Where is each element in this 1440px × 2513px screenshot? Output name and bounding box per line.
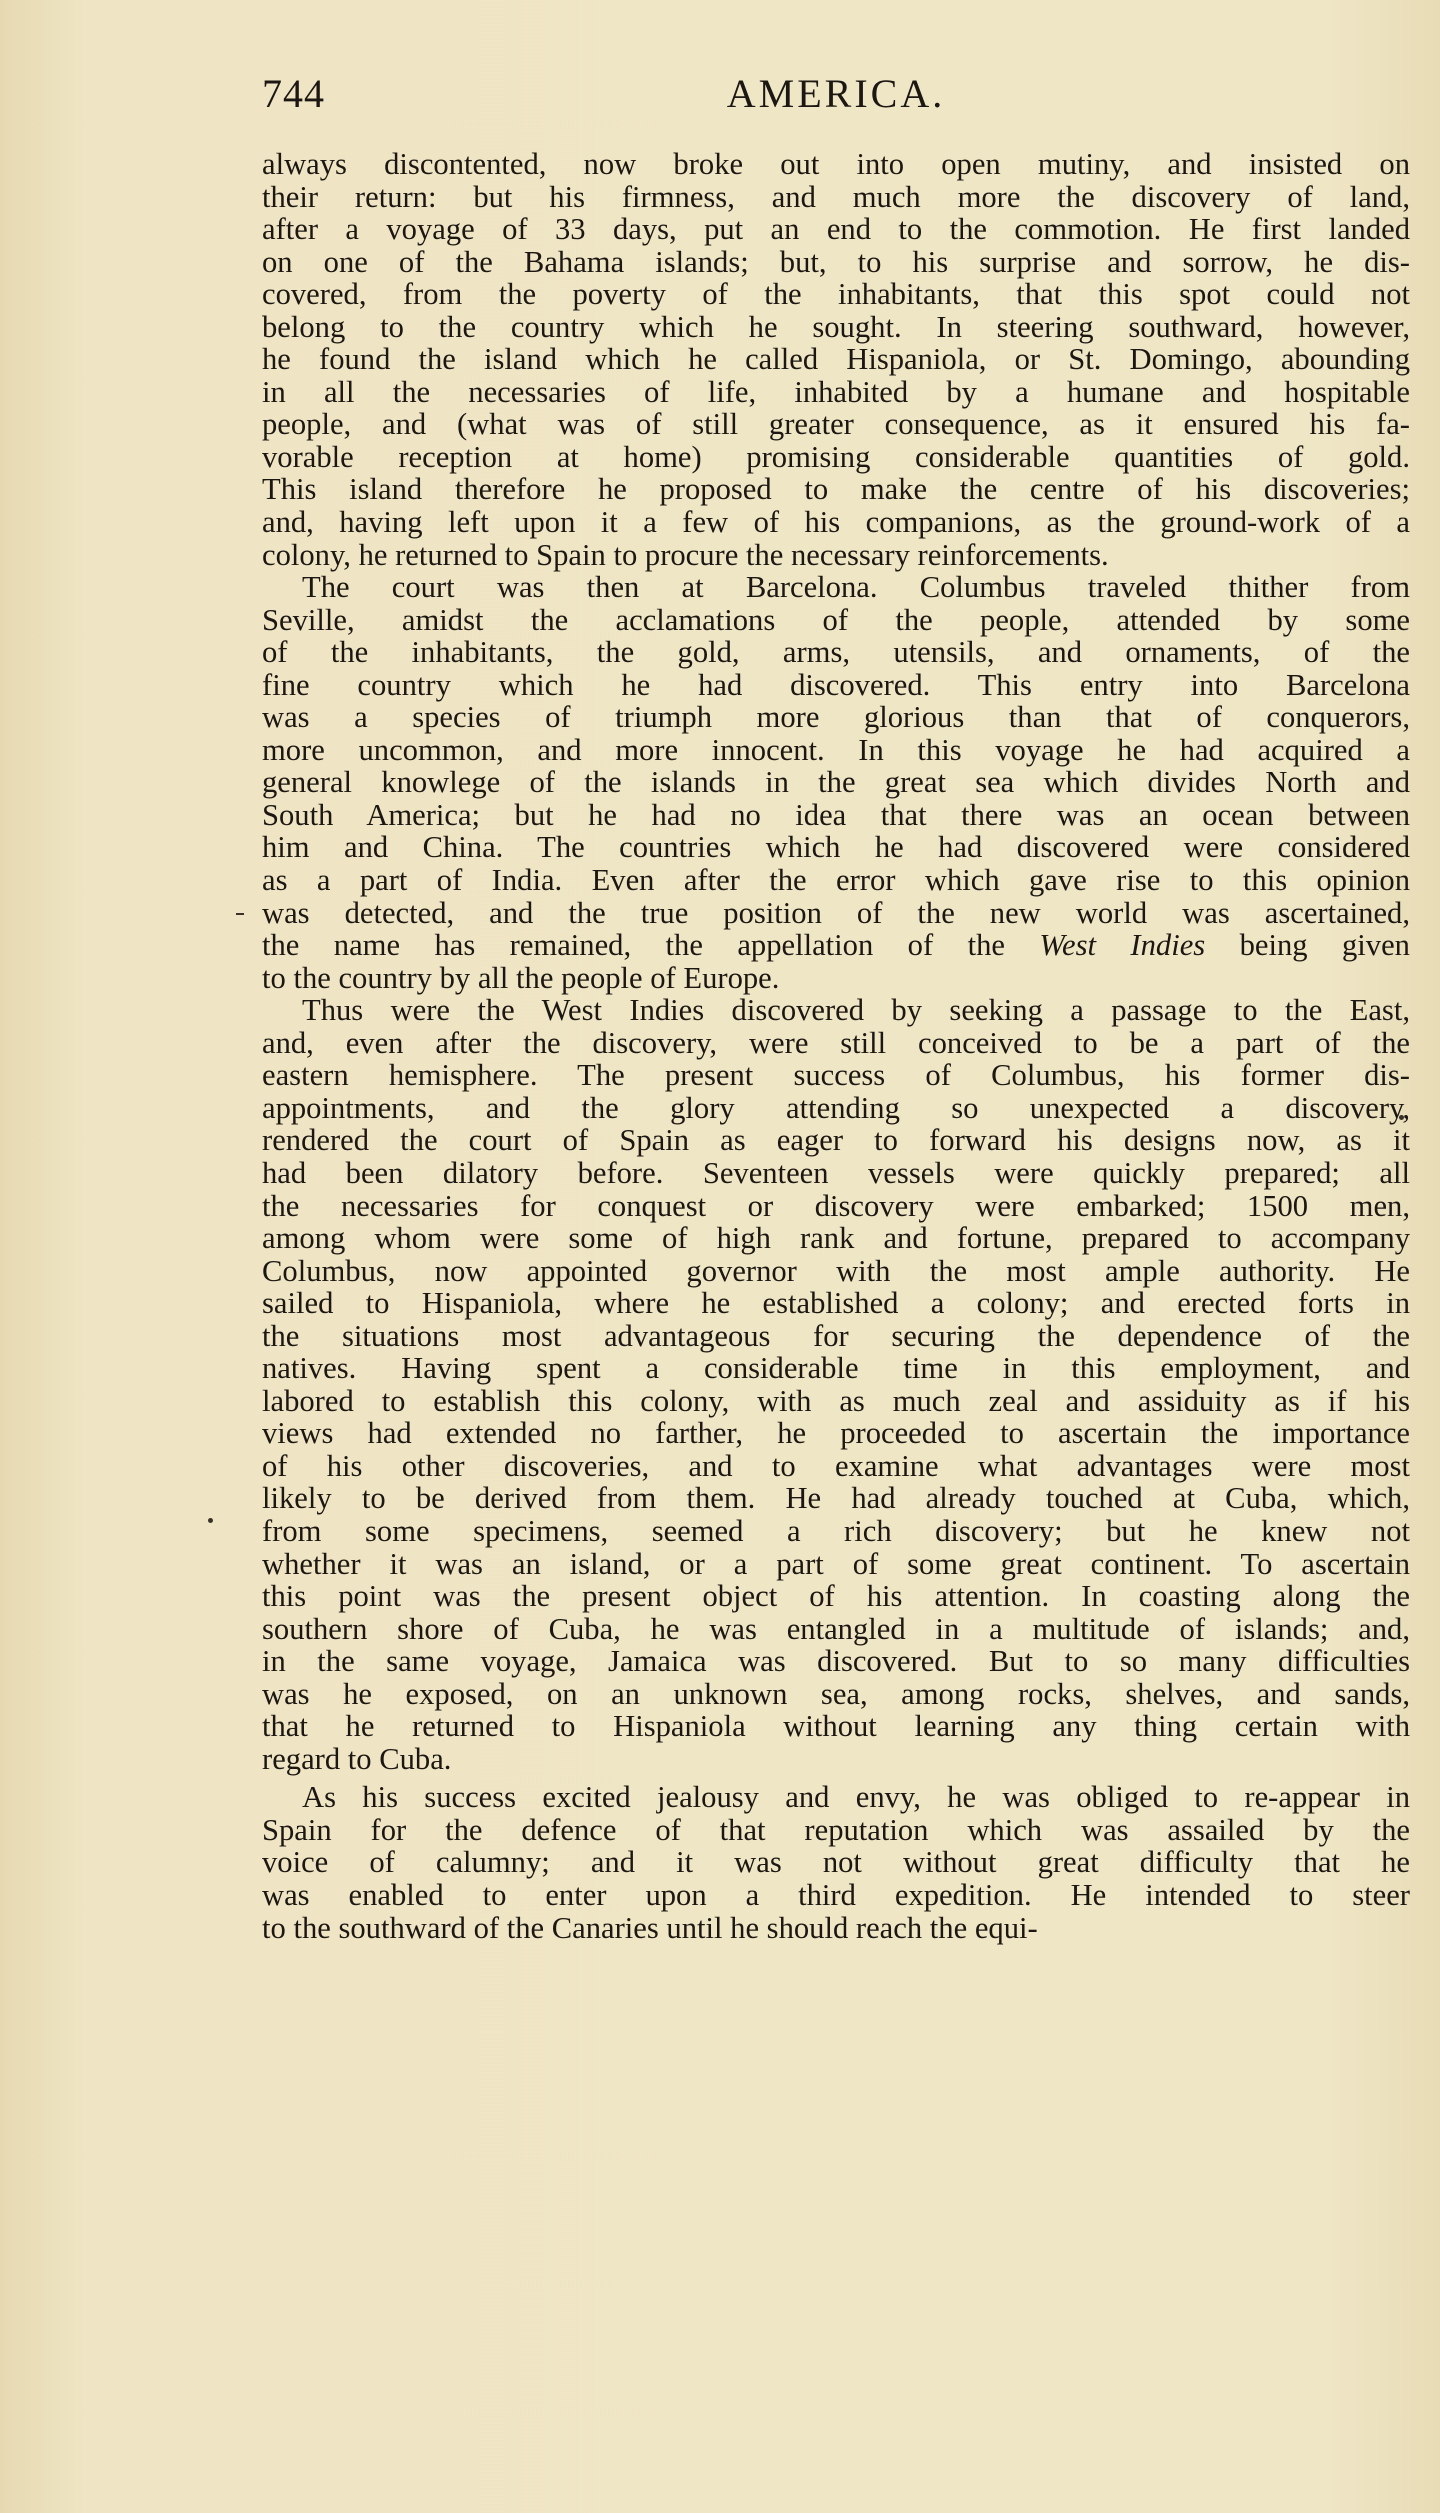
text-line: South America; but he had no idea that there was an ocean between [262,797,1410,832]
text-line: Spain for the defence of that reputation which was assailed by the [262,1812,1410,1847]
text-line: southern shore of Cuba, he was entangled in a multitude of islands; and, [262,1611,1410,1646]
text-line: he found the island which he called Hispaniola, or St. Domingo, abounding [262,342,1410,377]
text-line: had been dilatory before. Seventeen vessels were quickly prepared; all [262,1155,1410,1190]
text-line: and, having left upon it a few of his companions, as the ground-work of a [262,505,1410,540]
text-line: was he exposed, on an unknown sea, among rocks, shelves, and sands, [262,1676,1410,1711]
text-line: Columbus, now appointed governor with the most ample authority. He [262,1253,1410,1288]
text-line: the necessaries for conquest or discovery were embarked; 1500 men, [262,1188,1410,1223]
text-line: in all the necessaries of life, inhabited by a humane and hospitable [262,374,1410,409]
text-line: this point was the present object of his attention. In coasting along the [262,1579,1410,1614]
paragraph [262,571,1410,994]
text-line: regard to Cuba. [262,1741,452,1776]
text-line: to the southward of the Canaries until he should reach the equi- [262,1910,1038,1945]
text-line: from some specimens, seemed a rich discovery; but he knew not [262,1513,1410,1548]
text-line: on one of the Bahama islands; but, to his surprise and sorrow, he dis- [262,244,1410,279]
text-line: in the same voyage, Jamaica was discovered. But to so many difficulties [262,1644,1410,1679]
page-number: 744 [262,71,325,116]
text-line: colony, he returned to Spain to procure the necessary reinforcements. [262,537,1109,572]
text-line: voice of calumny; and it was not without great difficulty that he [262,1845,1410,1880]
text-line: was a species of triumph more glorious than that of conquerors, [262,700,1410,735]
text-line: always discontented, now broke out into open mutiny, and insisted on [262,147,1410,181]
margin-dot-mark [208,1518,213,1523]
text-line: more uncommon, and more innocent. In this voyage he had acquired a [262,732,1410,767]
text-line: vorable reception at home) promising considerable quantities of gold. [262,439,1410,474]
text-line: him and China. The countries which he had discovered were considered [262,830,1410,865]
text-line: rendered the court of Spain as eager to forward his designs now, as it [262,1123,1410,1158]
italic-phrase: West Indies [1039,928,1206,963]
paragraph [262,1781,1410,1944]
text-line: views had extended no farther, he proceeded to ascertain the importance [262,1416,1410,1451]
text-line: As his success excited jealousy and envy, he was obliged to re-appear in [302,1780,1410,1815]
running-title: AMERICA. [726,71,946,116]
text-line: that he returned to Hispaniola without learning any thing certain with [262,1709,1410,1744]
text-line: whether it was an island, or a part of some great continent. To ascertain [262,1546,1410,1581]
text-line: appointments, and the glory attending so unexpected a discovery, [262,1090,1410,1125]
text-line: of the inhabitants, the gold, arms, utensils, and ornaments, of the [262,635,1410,670]
text-line: natives. Having spent a considerable time in this employment, and [262,1351,1410,1386]
paragraph [262,148,1410,571]
text-line: eastern hemisphere. The present success of Columbus, his former dis- [262,1058,1410,1093]
text-line: fine country which he had discovered. This entry into Barcelona [262,667,1410,702]
text-line: This island therefore he proposed to make the centre of his discoveries; [262,472,1410,507]
text-line: the situations most advantageous for securing the dependence of the [262,1318,1410,1353]
text-line: among whom were some of high rank and fortune, prepared to accompany [262,1221,1410,1256]
text-line: was detected, and the true position of the new world was ascertained, [262,895,1410,930]
text-line: their return: but his firmness, and much more the discovery of land, [262,179,1410,214]
text-line: Thus were the West Indies discovered by seeking a passage to the East, [302,993,1410,1028]
text-line: people, and (what was of still greater consequence, as it ensured his fa- [262,407,1410,442]
text-line: likely to be derived from them. He had already touched at Cuba, which, [262,1481,1410,1516]
text-line: The court was then at Barcelona. Columbus traveled thither from [302,570,1410,605]
body-text [262,148,1410,1944]
paragraph [262,994,1410,1775]
text-line: general knowlege of the islands in the great sea which divides North and [262,765,1410,800]
text-line: belong to the country which he sought. In steering southward, however, [262,309,1410,344]
text-line: of his other discoveries, and to examine what advantages were most [262,1448,1410,1483]
page-header [262,70,1410,126]
text-line: sailed to Hispaniola, where he established a colony; and erected forts in [262,1286,1410,1321]
text-line: labored to establish this colony, with as much zeal and assiduity as if his [262,1383,1410,1418]
text-line: as a part of India. Even after the error which gave rise to this opinion [262,863,1410,898]
text-line: covered, from the poverty of the inhabitants, that this spot could not [262,277,1410,312]
text-line: after a voyage of 33 days, put an end to the commotion. He first landed [262,212,1410,247]
text-line: Seville, amidst the acclamations of the people, attended by some [262,602,1410,637]
text-line: was enabled to enter upon a third expedition. He intended to steer [262,1877,1410,1912]
text-line: and, even after the discovery, were still conceived to be a part of the [262,1025,1410,1060]
text-line: the name has remained, the appellation of the West Indies being given [262,928,1410,963]
text-line: to the country by all the people of Europe. [262,960,780,995]
margin-dot-mark [236,913,244,915]
